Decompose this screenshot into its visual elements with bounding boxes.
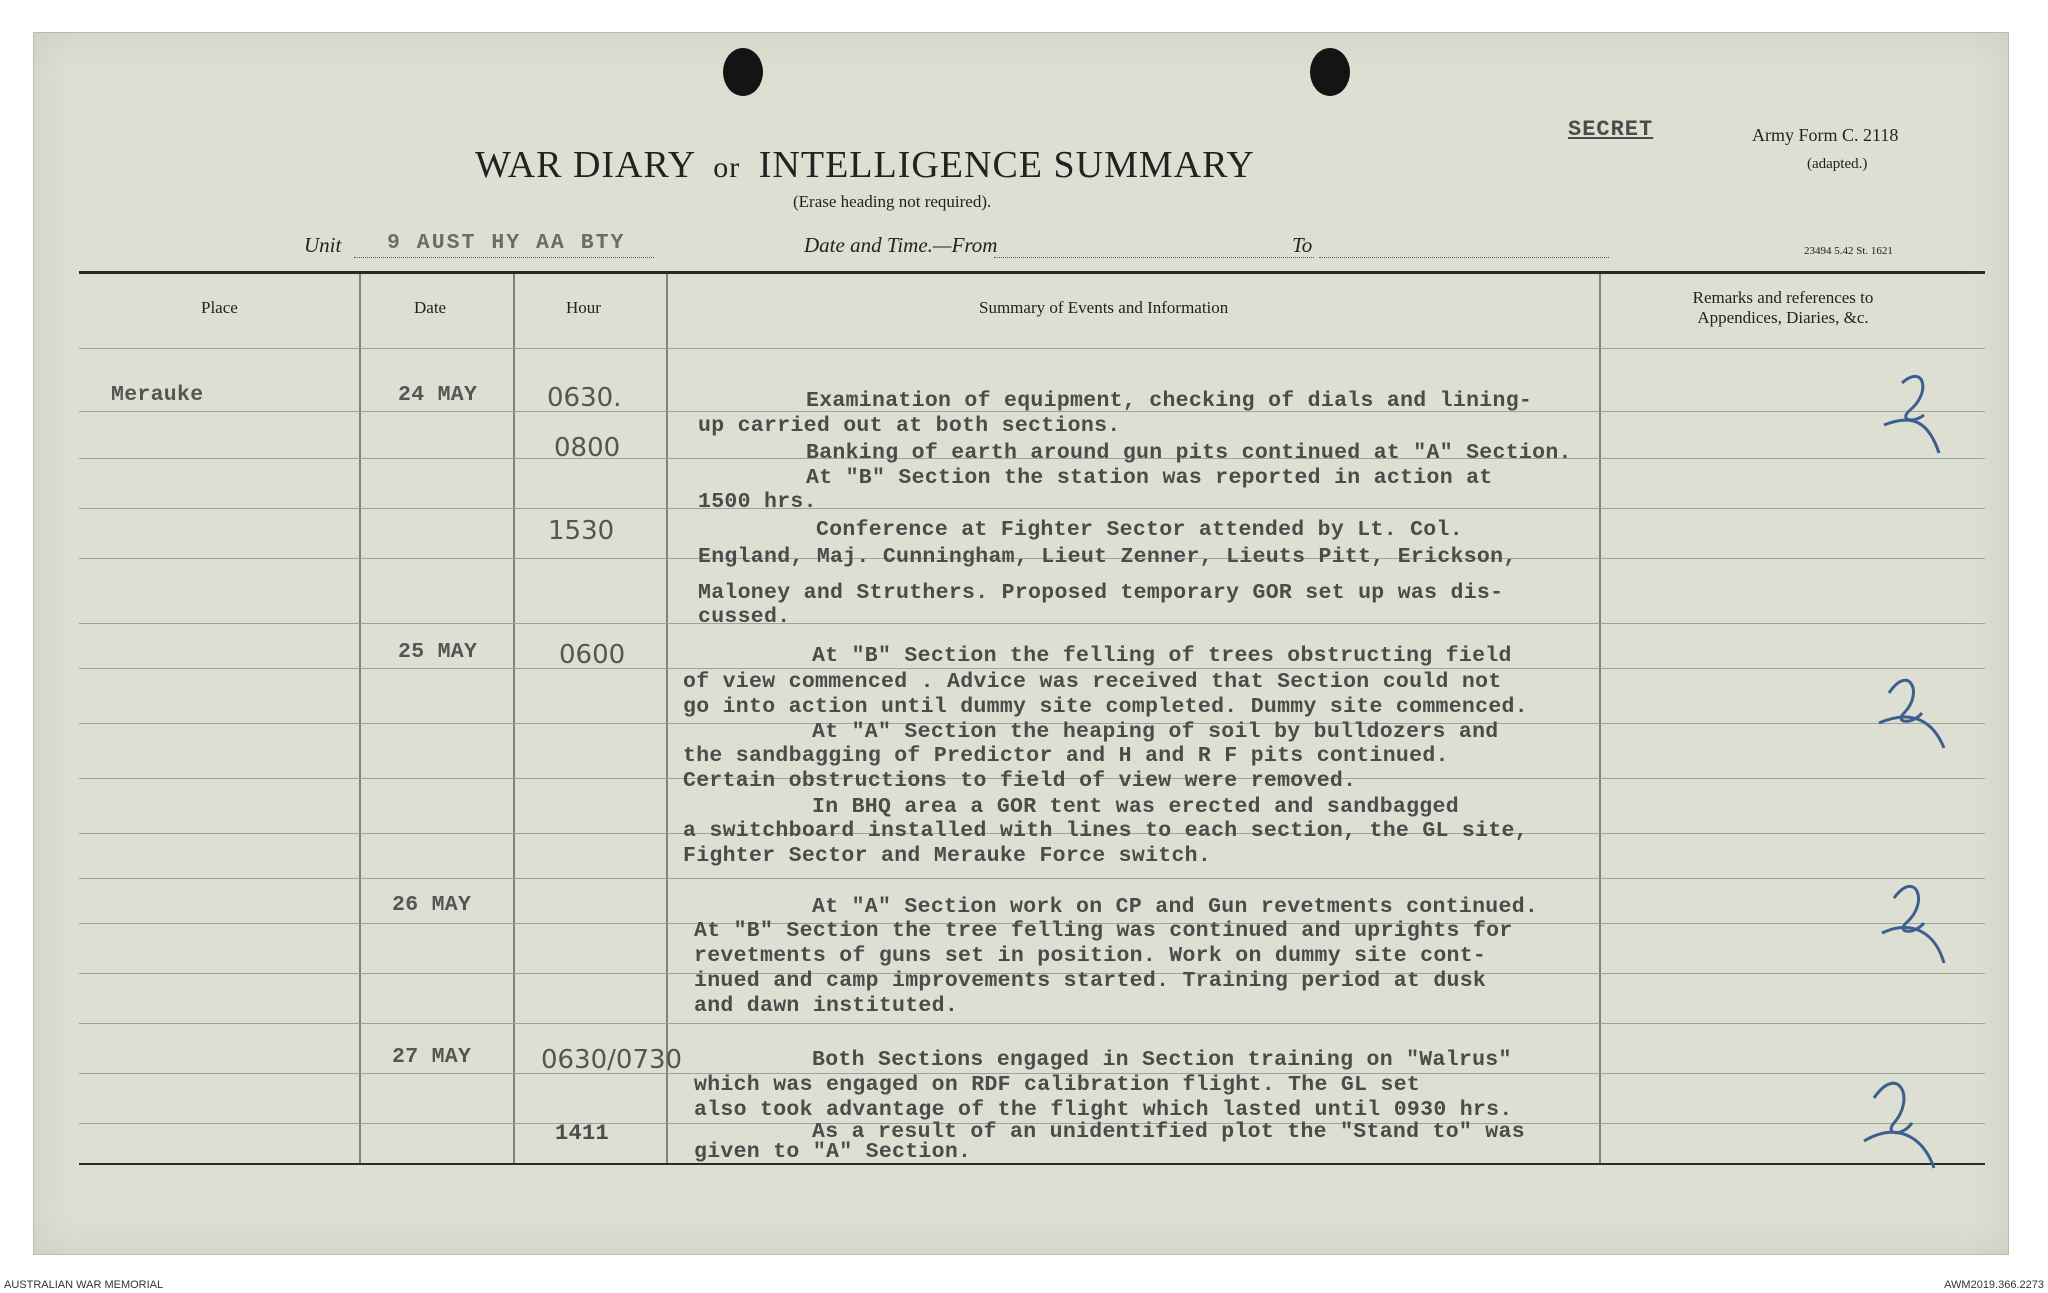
page-subtitle: (Erase heading not required). bbox=[793, 192, 992, 211]
ruled-line bbox=[79, 508, 1985, 509]
army-form-adapted: (adapted.) bbox=[1807, 156, 1868, 172]
ink-initial-25-may bbox=[1879, 680, 1944, 748]
header-summary: Summary of Events and Information bbox=[979, 298, 1229, 317]
summary-line: up carried out at both sections. bbox=[698, 414, 1121, 438]
summary-line: England, Maj. Cunningham, Lieut Zenner, Lieuts Pitt, Erickson, bbox=[698, 545, 1517, 569]
secret-stamp: SECRET bbox=[1568, 117, 1654, 142]
diary-page bbox=[33, 32, 2009, 1255]
summary-line: At "A" Section the heaping of soil by bulldozers and bbox=[812, 720, 1499, 744]
hour-1411: 1411 bbox=[555, 1121, 610, 1146]
summary-line: the sandbagging of Predictor and H and R F pits continued. bbox=[683, 744, 1449, 768]
summary-line: Examination of equipment, checking of dials and lining- bbox=[806, 389, 1533, 413]
summary-line: given to "A" Section. bbox=[694, 1140, 972, 1164]
unit-dotted-line bbox=[354, 257, 654, 258]
title-war-diary: WAR DIARY bbox=[475, 144, 695, 186]
summary-line: At "B" Section the tree felling was continued and uprights for bbox=[694, 919, 1513, 943]
ruled-line bbox=[79, 668, 1985, 669]
summary-line: Fighter Sector and Merauke Force switch. bbox=[683, 844, 1212, 868]
header-remarks-line1: Remarks and references to bbox=[1692, 288, 1874, 307]
from-dotted-line bbox=[994, 257, 1314, 258]
summary-line: At "B" Section the felling of trees obstructing field bbox=[812, 644, 1512, 668]
ruled-line bbox=[79, 623, 1985, 624]
header-hour: Hour bbox=[566, 298, 601, 317]
ink-initial-27-may bbox=[1864, 1083, 1934, 1168]
summary-line: Maloney and Struthers. Proposed temporary GOR set up was dis- bbox=[698, 581, 1504, 605]
summary-line: which was engaged on RDF calibration flight. The GL set bbox=[694, 1073, 1421, 1097]
column-divider-summary bbox=[1599, 274, 1601, 1163]
print-code: 23494 5.42 St. 1621 bbox=[1804, 245, 1893, 257]
summary-line: In BHQ area a GOR tent was erected and sandbagged bbox=[812, 795, 1459, 819]
ruled-line bbox=[79, 878, 1985, 879]
column-divider-hour bbox=[666, 274, 668, 1163]
summary-line: revetments of guns set in position. Work on dummy site cont- bbox=[694, 944, 1487, 968]
column-divider-place bbox=[359, 274, 361, 1163]
ruled-line bbox=[79, 348, 1985, 349]
summary-line: a switchboard installed with lines to each section, the GL site, bbox=[683, 819, 1528, 843]
summary-line: cussed. bbox=[698, 605, 791, 629]
date-26-may: 26 MAY bbox=[392, 893, 472, 917]
date-time-label: Date and Time.—From bbox=[804, 233, 998, 257]
summary-line: As a result of an unidentified plot the "Stand to" was bbox=[812, 1120, 1525, 1144]
ruled-line bbox=[79, 1023, 1985, 1024]
title-intelligence-summary: INTELLIGENCE SUMMARY bbox=[758, 144, 1255, 186]
to-dotted-line bbox=[1319, 257, 1609, 258]
hour-0600: 0600 bbox=[559, 640, 626, 670]
header-date: Date bbox=[414, 298, 447, 317]
hour-0630-0730: 0630/0730 bbox=[541, 1045, 683, 1075]
punch-hole-left bbox=[723, 48, 763, 96]
remarks-ink-initials bbox=[1854, 363, 1974, 1183]
summary-line: Banking of earth around gun pits continued at "A" Section. bbox=[806, 441, 1572, 465]
summary-line: of view commenced . Advice was received that Section could not bbox=[683, 670, 1502, 694]
table-bottom-rule bbox=[79, 1163, 1985, 1165]
place-entry: Merauke bbox=[111, 383, 204, 407]
summary-line: go into action until dummy site completed. Dummy site commenced. bbox=[683, 695, 1528, 719]
footer-right-caption: AWM2019.366.2273 bbox=[1944, 1279, 2044, 1291]
header-remarks-line2: Appendices, Diaries, &c. bbox=[1697, 308, 1869, 327]
summary-line: At "B" Section the station was reported in action at bbox=[806, 466, 1493, 490]
army-form-number: Army Form C. 2118 bbox=[1752, 125, 1899, 145]
hour-0630: 0630. bbox=[547, 383, 622, 413]
ink-initial-26-may bbox=[1882, 886, 1944, 963]
page-title bbox=[475, 143, 1255, 187]
ink-initial-24-may bbox=[1884, 376, 1939, 453]
punch-hole-right bbox=[1310, 48, 1350, 96]
table-top-rule bbox=[79, 271, 1985, 274]
summary-line: Both Sections engaged in Section training on "Walrus" bbox=[812, 1048, 1512, 1072]
summary-line: and dawn instituted. bbox=[694, 994, 959, 1018]
summary-line: 1500 hrs. bbox=[698, 490, 817, 514]
to-label: To bbox=[1292, 233, 1313, 257]
summary-line: inued and camp improvements started. Training period at dusk bbox=[694, 969, 1487, 993]
header-place: Place bbox=[201, 298, 238, 317]
date-25-may: 25 MAY bbox=[398, 640, 478, 664]
hour-1530: 1530 bbox=[548, 516, 615, 546]
summary-line: Conference at Fighter Sector attended by Lt. Col. bbox=[816, 518, 1463, 542]
hour-0800: 0800 bbox=[554, 433, 621, 463]
column-divider-date bbox=[513, 274, 515, 1163]
summary-line: At "A" Section work on CP and Gun revetments continued. bbox=[812, 895, 1539, 919]
date-24-may: 24 MAY bbox=[398, 383, 478, 407]
unit-label: Unit bbox=[304, 233, 342, 257]
date-27-may: 27 MAY bbox=[392, 1045, 472, 1069]
summary-line: also took advantage of the flight which lasted until 0930 hrs. bbox=[694, 1098, 1513, 1122]
unit-value: 9 AUST HY AA BTY bbox=[387, 231, 626, 255]
footer-left-caption: AUSTRALIAN WAR MEMORIAL bbox=[4, 1279, 164, 1291]
title-or: or bbox=[713, 151, 741, 184]
summary-line: Certain obstructions to field of view were removed. bbox=[683, 769, 1357, 793]
